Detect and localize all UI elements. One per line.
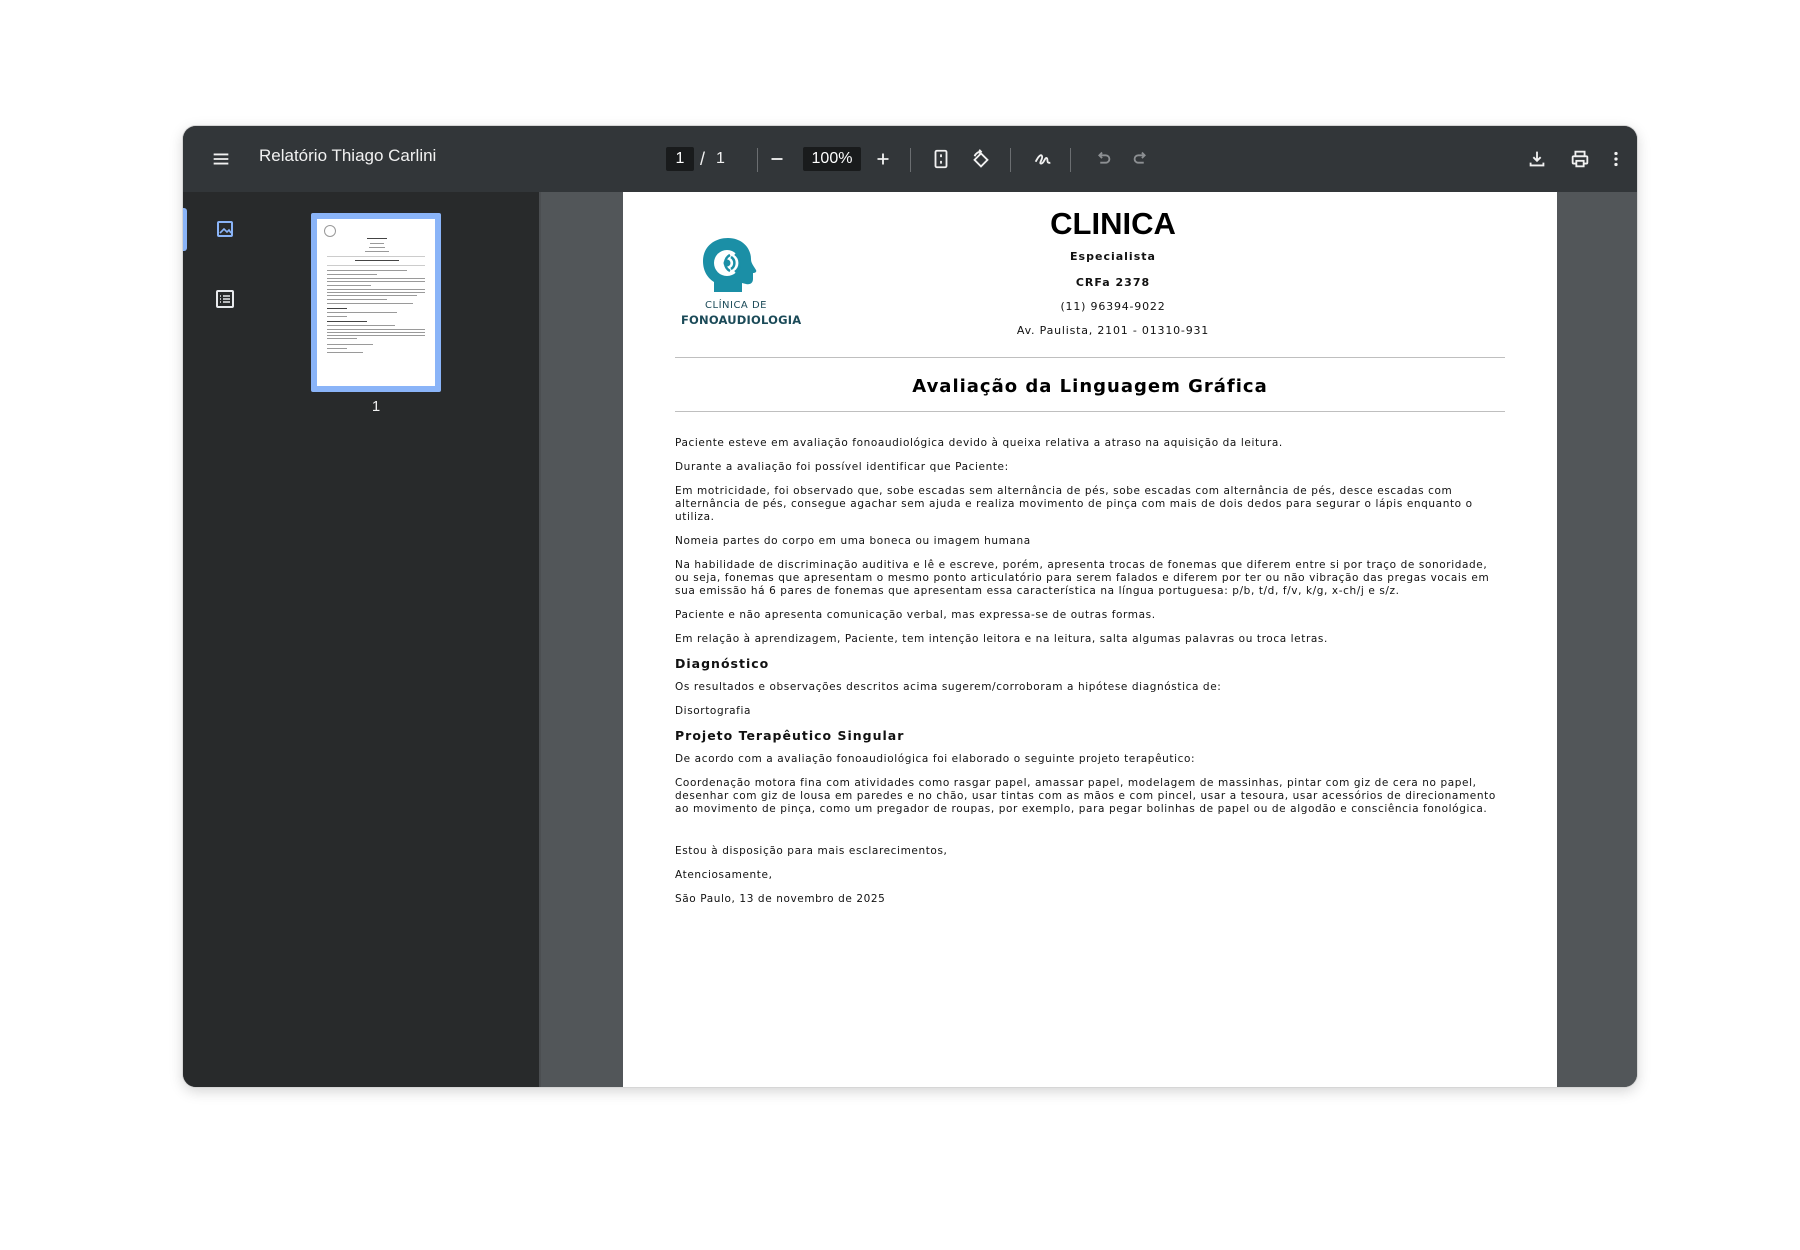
clinic-phone: (11) 96394-9022 <box>1060 300 1166 313</box>
spacer <box>675 827 1505 845</box>
paragraph: Na habilidade de discriminação auditiva e lê e escreve, porém, apresenta trocas de fonemas que diferem entre si por traço de sonoridade, ou seja, fonemas que apresentam o mesmo ponto articulatório para serem falados e diferem por ter ou não vibração das pregas vocais em sua emissão há 6 pares de fonemas que apresentam essa característica na língua portuguesa: p/b, t/d, f/v, k/g, x-ch/j e s/z. <box>675 559 1490 597</box>
undo-icon[interactable] <box>1086 142 1120 176</box>
document-area[interactable] <box>541 192 1637 1087</box>
closing-line: Estou à disposição para mais esclarecimentos, <box>675 845 948 857</box>
sidebar <box>183 192 541 1087</box>
crfa-number: CRFa 2378 <box>1075 276 1151 289</box>
toolbar-divider <box>757 148 758 172</box>
thumbnail-page-preview <box>317 219 435 386</box>
thumbnails-icon[interactable] <box>213 217 237 241</box>
more-options-icon[interactable] <box>1599 142 1633 176</box>
document-title: Relatório Thiago Carlini <box>259 146 437 165</box>
clinic-logo <box>681 232 802 328</box>
paragraph: Nomeia partes do corpo em uma boneca ou imagem humana <box>675 535 1031 547</box>
sidebar-active-indicator <box>183 208 187 251</box>
report-title: Avaliação da Linguagem Gráfica <box>912 376 1268 397</box>
annotate-icon[interactable] <box>1026 142 1060 176</box>
page-separator: / <box>700 149 706 169</box>
paragraph: Durante a avaliação foi possível identificar que Paciente: <box>675 461 1009 473</box>
report-body <box>675 437 1505 917</box>
paragraph: Em relação à aprendizagem, Paciente, tem intenção leitora e na leitura, salta algumas palavras ou troca letras. <box>675 633 1328 645</box>
page-number-input[interactable]: 1 <box>666 147 694 171</box>
logo-text-line2: FONOAUDIOLOGIA <box>681 313 802 327</box>
clinic-name: CLINICA <box>1050 206 1176 241</box>
pdf-page <box>623 192 1557 1087</box>
print-icon[interactable] <box>1563 142 1597 176</box>
zoom-in-icon[interactable] <box>866 142 900 176</box>
diagnosis-heading: Diagnóstico <box>675 656 770 671</box>
outline-icon[interactable] <box>213 287 237 311</box>
logo-text-line1: CLÍNICA DE <box>705 300 767 311</box>
specialist-label: Especialista <box>1070 250 1156 263</box>
toolbar <box>183 126 1637 192</box>
download-icon[interactable] <box>1520 142 1554 176</box>
page-total: 1 <box>716 150 725 167</box>
zoom-out-icon[interactable] <box>760 142 794 176</box>
toolbar-divider <box>1010 148 1011 172</box>
toolbar-divider <box>1070 148 1071 172</box>
clinic-address: Av. Paulista, 2101 - 01310-931 <box>1016 324 1210 337</box>
zoom-input[interactable]: 100% <box>803 147 861 171</box>
place-date: São Paulo, 13 de novembro de 2025 <box>675 893 886 905</box>
head-sound-icon <box>681 232 791 302</box>
closing-regards: Atenciosamente, <box>675 869 773 881</box>
project-heading: Projeto Terapêutico Singular <box>675 728 905 743</box>
page-thumbnail[interactable] <box>311 213 441 392</box>
pdf-viewer <box>183 126 1637 1087</box>
diagnosis-intro: Os resultados e observações descritos acima sugerem/corroboram a hipótese diagnóstica de: <box>675 681 1222 693</box>
rotate-icon[interactable] <box>964 142 998 176</box>
toolbar-divider <box>910 148 911 172</box>
project-text: Coordenação motora fina com atividades como rasgar papel, amassar papel, modelagem de massinhas, pintar com giz de cera no papel, desenhar com giz de lousa em paredes e no chão, usar tintas com as mãos e com pincel, usar a tesoura, usar acessórios de direcionamento ao movimento de pinça, como um pregador de roupas, por exemplo, para pegar bolinhas de papel ou de algodão e consciência fonológica. <box>675 777 1496 815</box>
paragraph: Paciente esteve em avaliação fonoaudiológica devido à queixa relativa a atraso na aquisição da leitura. <box>675 437 1283 449</box>
redo-icon[interactable] <box>1124 142 1158 176</box>
diagnosis-value: Disortografia <box>675 705 752 717</box>
fit-page-icon[interactable] <box>924 142 958 176</box>
project-intro: De acordo com a avaliação fonoaudiológica foi elaborado o seguinte projeto terapêutico: <box>675 753 1196 765</box>
thumbnail-page-number: 1 <box>371 398 381 415</box>
title-divider <box>675 411 1505 412</box>
menu-icon[interactable] <box>204 142 238 176</box>
paragraph: Paciente e não apresenta comunicação verbal, mas expressa-se de outras formas. <box>675 609 1156 621</box>
paragraph: Em motricidade, foi observado que, sobe escadas sem alternância de pés, sobe escadas com alternância de pés, desce escadas com alternância de pés, consegue agachar sem ajuda e realiza movimento de pinça com mais de dois dedos para segurar o lápis enquanto o utiliza. <box>675 485 1473 523</box>
header-divider <box>675 357 1505 358</box>
